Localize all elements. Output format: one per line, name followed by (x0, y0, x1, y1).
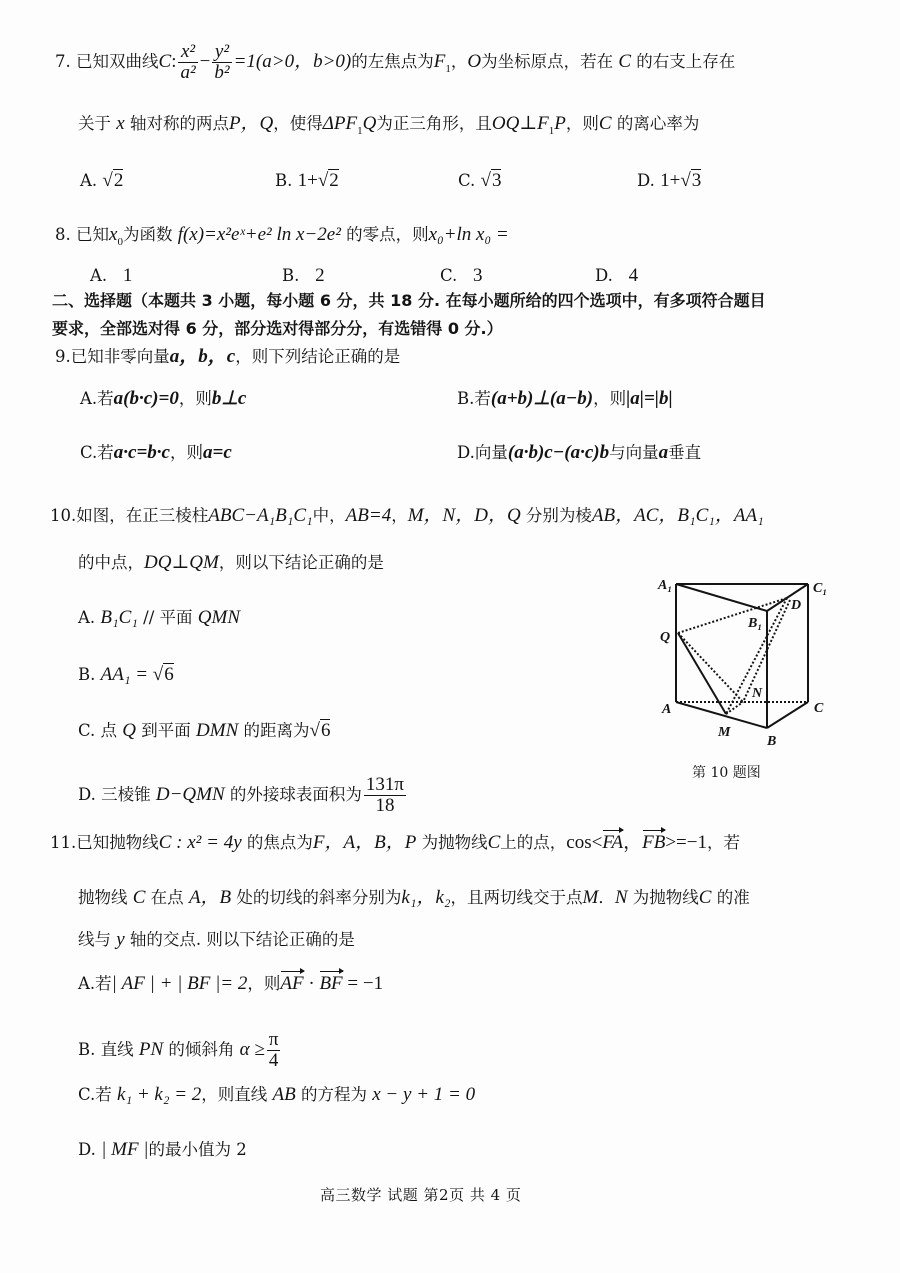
frac-num: π (268, 1029, 279, 1050)
option-text: 点 (100, 721, 123, 740)
frac-num: 131π (365, 774, 404, 795)
sqrt: √3 (680, 170, 702, 191)
q11-math: F，A，B，P (312, 832, 417, 853)
q11-vector-fb: FB (642, 832, 666, 853)
q7-math: C (618, 51, 631, 72)
option-label: D. (457, 443, 475, 462)
frac-den: 4 (268, 1050, 279, 1071)
q8-sub: 0 (117, 235, 123, 248)
q7-option-c (458, 170, 501, 192)
q11-option-c (78, 1084, 475, 1106)
option-text: 若 (474, 389, 491, 408)
label-b1: B₁ (748, 616, 763, 631)
q10-text: 如图，在正三棱柱 (76, 506, 209, 525)
q7-number: 7. (55, 52, 71, 71)
page-footer: 高三数学 试题 第2页 共 4 页 (320, 1186, 522, 1204)
q7-text: 的左焦点为 (351, 52, 434, 71)
q7-frac-den: b² (214, 62, 230, 83)
option-text: 的方程为 (295, 1085, 373, 1104)
radicand: 2 (113, 170, 124, 191)
q8-text: 的零点，则 (346, 225, 429, 244)
option-math: | AF | + | BF |= 2 (111, 973, 248, 994)
option-math: 1+ (297, 170, 318, 191)
q11-math: C : x² = 4y (158, 832, 242, 853)
option-text: 的倾斜角 (163, 1040, 240, 1059)
option-text: 若 (95, 1085, 118, 1104)
option-text: 直线 (100, 1040, 139, 1059)
q11-option-b (78, 1030, 282, 1071)
q11-math: C (487, 832, 501, 853)
q7-math: C (158, 51, 172, 72)
option-math: (a·b)c−(a·c)b (507, 442, 610, 463)
q7-text: 为坐标原点，若在 (481, 52, 614, 71)
q10-text: 的中点， (78, 553, 144, 572)
option-math: | MF | (101, 1139, 149, 1160)
option-value: 2 (315, 265, 325, 286)
option-text: 到平面 (136, 721, 197, 740)
q10-math: M，N，D，Q (407, 505, 521, 526)
option-label: D. (637, 171, 655, 190)
option-text: 的外接球表面积为 (224, 785, 362, 804)
option-text: 三棱锥 (101, 785, 156, 804)
q11-text: 上的点， (500, 833, 567, 852)
q10-text: 中， (312, 506, 346, 525)
option-vector-af: AF (280, 973, 304, 994)
q8-text: 已知 (76, 225, 109, 244)
q11-text: 轴的交点. 则以下结论正确的是 (124, 930, 355, 949)
option-label: D. (78, 1140, 96, 1159)
q7-math: C (598, 113, 612, 134)
q11-math: N (614, 887, 628, 908)
option-text: // 平面 (137, 608, 198, 627)
q7-math (322, 113, 377, 137)
edge-b1c1 (767, 584, 808, 611)
q7-focus: F (433, 51, 446, 72)
option-text: 垂直 (668, 443, 702, 462)
q7-text: 关于 (78, 114, 111, 133)
q7-line2 (78, 113, 699, 142)
option-math: · (303, 973, 320, 994)
option-math: a=c (203, 442, 232, 463)
q11-number: 11. (50, 833, 77, 852)
option-text: ，则 (247, 974, 281, 993)
sqrt: √3 (480, 170, 502, 191)
radicand: 6 (320, 720, 331, 741)
q11-math: y (116, 929, 125, 950)
q10-text: ，则以下结论正确的是 (218, 553, 384, 572)
q7-text: 的离心率为 (616, 114, 700, 133)
q11-line2 (78, 887, 750, 909)
q8-function: f(x)=x²eˣ+e² ln x−2e² (177, 224, 341, 245)
q7-math (491, 113, 566, 137)
q7-sub: 1 (357, 124, 363, 137)
option-label: B. (78, 1040, 96, 1059)
q7-text: 已知双曲线 (76, 52, 159, 71)
option-label: B. (78, 665, 96, 684)
q8-math (109, 224, 123, 248)
q9-text: 已知非零向量 (70, 347, 170, 366)
sqrt: √2 (317, 170, 339, 191)
option-text: ，则 (178, 389, 212, 408)
q9-option-b (457, 388, 673, 410)
q11-text: ，若 (706, 833, 740, 852)
q9-option-c (80, 442, 232, 464)
q11-math: cos< (566, 832, 603, 853)
option-label: D. (78, 785, 96, 804)
q10-option-a (78, 607, 240, 629)
option-label: C. (80, 443, 98, 462)
q10-text: 分别为棱 (525, 506, 592, 525)
option-label: C. (458, 171, 476, 190)
q7-text: ， (450, 52, 468, 71)
sqrt: √6 (309, 720, 331, 741)
option-math: = −1 (342, 973, 384, 994)
q11-text: ． (598, 888, 615, 907)
option-math: QMN (197, 607, 241, 628)
q7-sub: 1 (445, 62, 451, 75)
q9-stem (55, 346, 400, 368)
q7-math: P，Q (228, 113, 274, 134)
edge-bc (767, 702, 808, 728)
option-math: B₁C₁ (100, 607, 138, 628)
q7-math: =1(a>0，b>0) (233, 51, 352, 72)
radicand: 6 (164, 664, 174, 685)
option-text: 的最小值为 2 (148, 1140, 247, 1159)
q10-math: AB=4 (345, 505, 392, 526)
q7-frac-num: y² (212, 42, 231, 63)
q10-option-c (78, 720, 330, 742)
q11-line3 (78, 929, 355, 951)
option-value: 4 (628, 265, 639, 286)
q7-perp-end: P (554, 113, 566, 134)
q11-text: 已知抛物线 (76, 833, 159, 852)
option-label: C. (440, 266, 458, 285)
option-value: 3 (473, 265, 483, 286)
q10-math: DQ⊥QM (144, 552, 219, 573)
q11-text: 在点 (145, 888, 189, 907)
option-text: ，则 (593, 389, 627, 408)
option-label: C. (78, 1085, 96, 1104)
option-math: DMN (196, 720, 239, 741)
option-math: α ≥ (239, 1039, 265, 1060)
q7-text: ，使得 (273, 114, 323, 133)
radicand: 3 (491, 170, 502, 191)
q11-text: 处的切线的斜率分别为 (231, 888, 402, 907)
label-d: D (791, 598, 802, 613)
q7-math: x (116, 113, 125, 134)
q7-fraction-x (178, 42, 197, 83)
q7-line1 (55, 42, 735, 83)
option-math: D−QMN (155, 784, 225, 805)
label-b: B (767, 734, 777, 749)
label-a1: A₁ (658, 578, 673, 593)
radicand: 3 (691, 170, 702, 191)
q7-sub: 1 (548, 124, 555, 137)
q8-option-c (440, 265, 483, 287)
q10-figure-caption: 第 10 题图 (692, 765, 761, 781)
option-value: 1 (122, 265, 133, 286)
q10-math: ABC−A₁B₁C₁ (208, 505, 313, 526)
option-label: C. (78, 721, 96, 740)
q7-math: O (467, 51, 482, 72)
option-text: 的距离为 (238, 721, 310, 740)
q11-text: 的准 (716, 888, 750, 907)
q8-option-a (90, 265, 132, 287)
option-math: AA₁ = (100, 664, 153, 685)
option-math: x − y + 1 = 0 (372, 1084, 476, 1105)
q7-math: − (199, 51, 211, 72)
q7-triangle-end: Q (362, 113, 377, 134)
q9-number: 9. (55, 347, 71, 366)
q7-option-a (80, 170, 123, 192)
option-text: 若 (97, 389, 114, 408)
option-text: 若 (97, 443, 114, 462)
radicand: 2 (329, 170, 339, 191)
option-label: B. (275, 171, 293, 190)
q8-x0: x (109, 224, 118, 245)
option-fraction (267, 1030, 281, 1071)
q10-line1 (50, 505, 764, 527)
option-label: D. (595, 266, 613, 285)
q7-frac-num: x² (178, 42, 197, 63)
option-math: k₁ + k₂ = 2 (117, 1084, 202, 1105)
q8-text: 为函数 (122, 225, 173, 244)
q7-text: 为正三角形，且 (376, 114, 492, 133)
option-math: a·c=b·c (113, 442, 170, 463)
q10-option-d (78, 775, 408, 816)
label-c1: C₁ (813, 581, 828, 596)
section2-header-line1: 二、选择题（本题共 3 小题，每小题 6 分，共 18 分. 在每小题所给的四个选项中，有多项符合题目 (52, 291, 766, 310)
q11-math: >=−1 (665, 832, 707, 853)
segment-qn (678, 633, 743, 702)
q8-line1 (55, 224, 509, 253)
section2-header-line2: 要求，全部选对得 6 分，部分选对得部分分，有选错得 0 分.） (52, 319, 503, 338)
q7-math: : (171, 51, 177, 72)
q7-text: 的右支上存在 (636, 52, 736, 71)
q10-prism-figure (640, 570, 860, 790)
q8-math: x₀+ln x₀ = (428, 224, 509, 245)
option-math: 1+ (660, 170, 681, 191)
edge-a1b1 (676, 584, 767, 611)
q7-option-b (275, 170, 339, 192)
option-vector-bf: BF (319, 973, 343, 994)
q11-text: 线与 (78, 930, 117, 949)
q11-text: ，且两切线交于点 (450, 888, 583, 907)
option-text: 若 (95, 974, 112, 993)
option-label: A. (78, 608, 96, 627)
q11-math: k₁，k₂ (401, 887, 451, 908)
q10-option-b (78, 664, 174, 686)
frac-den: 18 (375, 795, 395, 816)
q11-option-a (78, 973, 383, 995)
q11-text: 的焦点为 (246, 833, 313, 852)
q11-text: 为抛物线 (421, 833, 488, 852)
option-text: ，则直线 (201, 1085, 273, 1104)
q7-triangle: ΔPF (322, 113, 358, 134)
q7-text: 轴对称的两点 (129, 114, 229, 133)
option-label: B. (282, 266, 300, 285)
q11-math: M (582, 887, 599, 908)
option-math: |a|=|b| (626, 388, 673, 409)
option-text: ，则 (170, 443, 203, 462)
q7-perp: OQ⊥F (491, 113, 549, 134)
q8-option-d (595, 265, 638, 287)
option-label: B. (457, 389, 475, 408)
option-label: A. (78, 974, 96, 993)
option-math: Q (122, 720, 137, 741)
label-q: Q (660, 630, 671, 645)
q10-text: ， (391, 506, 408, 525)
q11-vector-fa: FA (602, 832, 624, 853)
q11-math: ， (623, 832, 643, 853)
option-text: 向量 (474, 443, 508, 462)
q10-number: 10. (50, 506, 77, 525)
option-label: A. (80, 171, 98, 190)
q11-line1 (50, 832, 740, 854)
q7-option-d (637, 170, 701, 192)
q11-option-d (78, 1139, 247, 1161)
q7-fraction-y (212, 42, 231, 83)
q11-math: C (698, 887, 712, 908)
q10-math: AB，AC，B₁C₁，AA₁ (591, 505, 764, 526)
option-math: b⊥c (211, 388, 247, 409)
option-math: (a+b)⊥(a−b) (490, 388, 594, 409)
option-text: 与向量 (609, 443, 659, 462)
option-math: PN (138, 1039, 164, 1060)
label-n: N (752, 686, 763, 701)
q11-text: 抛物线 (78, 888, 133, 907)
option-math: a(b·c)=0 (113, 388, 179, 409)
q9-vectors: a，b，c (169, 346, 236, 367)
option-math: a (658, 442, 669, 463)
label-c: C (814, 701, 824, 716)
option-label: A. (90, 266, 108, 285)
sqrt: √2 (102, 170, 124, 191)
label-a: A (662, 702, 672, 717)
q7-text: ，则 (565, 114, 599, 133)
q9-option-a (80, 388, 246, 410)
q8-number: 8. (55, 225, 71, 244)
sqrt: √6 (152, 664, 174, 685)
q7-math (433, 51, 451, 75)
option-fraction (364, 775, 406, 816)
q11-math: C (132, 887, 146, 908)
q8-option-b (282, 265, 325, 287)
option-label: A. (80, 389, 98, 408)
option-math: AB (272, 1084, 296, 1105)
q11-math: A，B (188, 887, 232, 908)
q7-frac-den: a² (180, 62, 196, 83)
q9-option-d (457, 442, 701, 464)
label-m: M (718, 725, 731, 740)
q9-text: ，则下列结论正确的是 (235, 347, 401, 366)
q10-line2 (78, 552, 384, 574)
q11-text: 为抛物线 (632, 888, 699, 907)
